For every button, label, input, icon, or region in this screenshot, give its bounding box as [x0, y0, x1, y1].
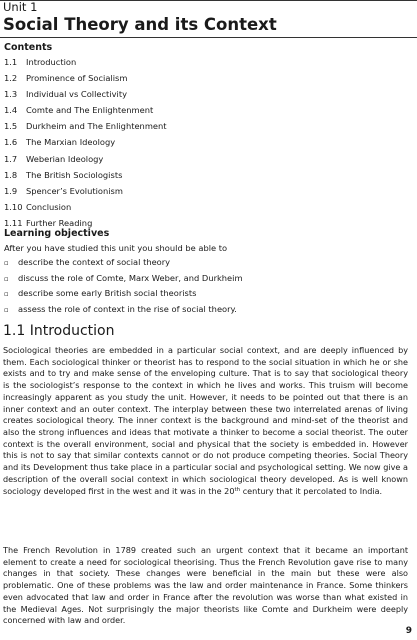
page-number: 9 [405, 626, 412, 636]
objectives-heading: Learning objectives [4, 228, 110, 239]
contents-item-label: Introduction [26, 57, 77, 67]
contents-item-number: 1.1 [4, 57, 18, 67]
contents-item-number: 1.9 [4, 185, 18, 196]
square-bullet-icon: ▫ [4, 290, 9, 298]
contents-item [4, 102, 167, 118]
unit-title: Social Theory and its Context [3, 15, 277, 34]
contents-item-label: Comte and The Enlightenment [26, 105, 154, 116]
contents-item-number: 1.3 [4, 89, 18, 100]
contents-item [4, 70, 167, 86]
objectives-intro: After you have studied this unit you should be able to [4, 243, 228, 253]
objective-text: describe the context of social theory [18, 257, 171, 267]
contents-heading: Contents [4, 42, 53, 53]
contents-item-label: The Marxian Ideology [26, 137, 116, 148]
contents-item [4, 183, 167, 199]
contents-item-number: 1.5 [4, 121, 18, 132]
unit-label: Unit 1 [3, 0, 38, 14]
contents-item-number: 1.4 [4, 105, 18, 116]
contents-item-number: 1.10 [4, 201, 23, 212]
contents-item-label: Further Reading [26, 217, 93, 228]
section-heading: 1.1 Introduction [3, 323, 115, 339]
contents-item-label: Conclusion [26, 201, 72, 212]
contents-item-label: Weberian Ideology [26, 153, 104, 164]
objective-text: assess the role of context in the rise of social theory. [18, 303, 237, 314]
paragraph-text-end: century that it percolated to India. [240, 485, 383, 496]
contents-item [4, 151, 167, 167]
contents-item-number: 1.6 [4, 137, 18, 148]
objective-item [4, 256, 243, 272]
body-paragraph [3, 345, 408, 497]
contents-item-label: The British Sociologists [26, 169, 123, 180]
paragraph-text: Sociological theories are embedded in a particular social context, and are deeply influenced by them. Each sociological thinker or theorist has to respond to the social situation in which he or she exists and to try and make sense of the enveloping culture. That is to say that sociological theory is the sociologist’s response to the context in which he lives and works. This truism will become increasingly apparent as you study the unit. However, it needs to be pointed out that there is an inner context and an outer context. The interplay between these two interrelated arenas of living creates sociological theory. The inner context is the background and mind-set of the theorist and also the strong influences and ideas that motivate a thinker to become a social theorist. The outer context is the overall environment, social and physical that the society is embedded in. However this is not to say that similar contexts cannot or do not produce competing theories. Social Theory and its Development thus take place in a particular social and psychological setting. We now give a description of the overall social context in which sociological theory developed. As is well known sociology developed first in the west and it was in the 20 [3, 345, 408, 496]
contents-item-number: 1.2 [4, 73, 18, 84]
contents-item [4, 118, 167, 134]
objective-item [4, 287, 243, 303]
objectives-list [4, 256, 243, 318]
contents-item [4, 54, 167, 70]
title-rule [0, 37, 417, 38]
contents-item-label: Individual vs Collectivity [26, 89, 127, 100]
contents-item-label: Prominence of Socialism [26, 73, 128, 84]
contents-item [4, 167, 167, 183]
contents-item-number: 1.8 [4, 169, 18, 180]
contents-item [4, 134, 167, 150]
top-rule [0, 0, 417, 1]
square-bullet-icon: ▫ [4, 274, 9, 283]
square-bullet-icon: ▫ [4, 259, 9, 267]
contents-item [4, 86, 167, 102]
contents-item-number: 1.7 [4, 153, 18, 164]
objective-item [4, 272, 243, 288]
objective-item [4, 303, 243, 319]
body-paragraph: The French Revolution in 1789 created such an urgent context that it became an important element to create a need for sociological theorising. Thus the French Revolution gave rise to many changes in that society. These changes were beneficial in the main but these were also problematic. One of these problems was the law and order maintenance in France. Some thinkers even advocated that law and order in France after the revolution was worse than what existed in the Medieval Ages. Not surprisingly the major theorists like Comte and Durkheim were deeply concerned with law and order. [3, 545, 408, 626]
contents-item-label: Durkheim and The Enlightenment [26, 121, 167, 132]
ordinal-superscript: th [234, 486, 241, 493]
objective-text: describe some early British social theorists [18, 288, 197, 298]
contents-item-number: 1.11 [4, 217, 23, 228]
square-bullet-icon: ▫ [4, 305, 9, 314]
objective-text: discuss the role of Comte, Marx Weber, and Durkheim [18, 272, 243, 283]
contents-list [4, 54, 167, 231]
contents-item [4, 199, 167, 215]
contents-item-label: Spencer’s Evolutionism [26, 185, 123, 196]
